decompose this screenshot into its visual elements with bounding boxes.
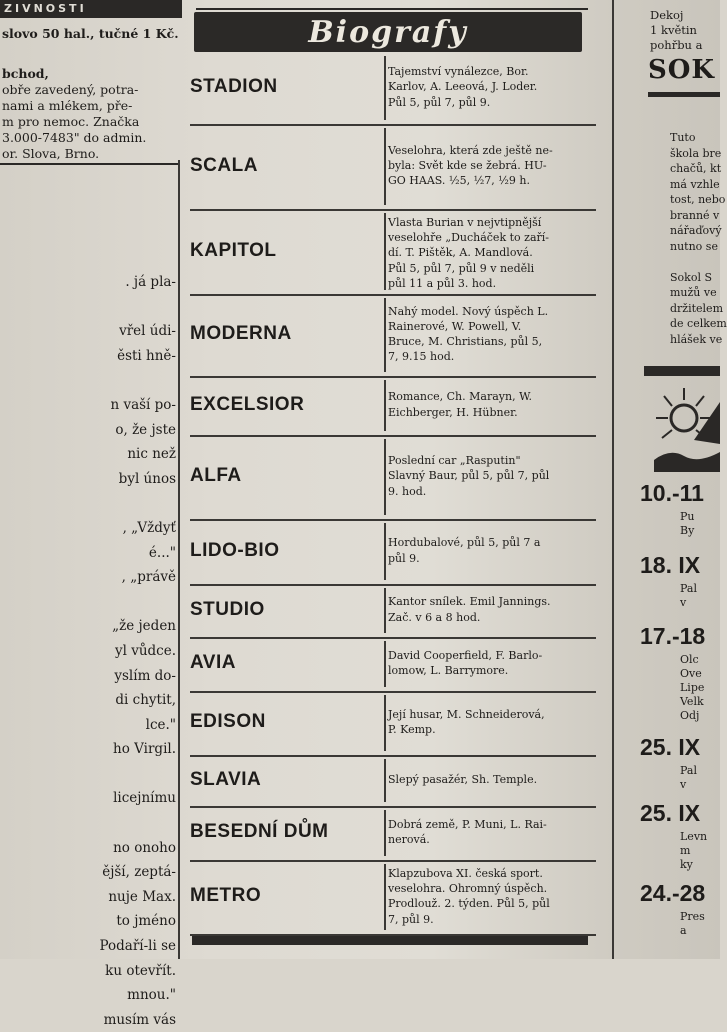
sokol-text	[670, 130, 727, 347]
film-info	[388, 389, 596, 419]
event-date: 10.-11	[640, 480, 704, 506]
story-line: lce."	[145, 716, 176, 733]
listing-divider	[384, 864, 386, 930]
event-detail-line: v	[680, 778, 687, 791]
story-line: no onoho	[113, 839, 176, 856]
vertical-rule	[178, 160, 180, 959]
sokol-text-line: Tuto	[670, 131, 696, 144]
cinema-name: STADION	[190, 76, 278, 97]
story-line: nic než	[127, 446, 176, 463]
sokol-text-line: hlášek ve	[670, 332, 723, 346]
listing-divider	[384, 213, 386, 290]
listing-divider	[384, 759, 386, 802]
sokol-text-line: mužů ve	[670, 286, 717, 299]
film-info-line: Poslední car „Rasputin"	[388, 454, 521, 468]
film-info-line: P. Kemp.	[388, 723, 436, 736]
sokol-text-line	[670, 254, 727, 270]
film-info-line: Karlov, A. Leeová, J. Loder.	[388, 80, 538, 94]
story-line	[2, 295, 178, 320]
story-line: to jméno	[116, 913, 176, 930]
ad-line: 3.000-7483" do admin.	[2, 130, 147, 145]
story-line: licejnímu	[113, 790, 176, 807]
listing-row	[188, 437, 596, 521]
cinema-name: BESEDNÍ DŮM	[190, 821, 329, 842]
notice-fragment	[650, 8, 702, 53]
story-line: yslím do-	[114, 667, 176, 684]
event-detail-line: Odj	[680, 709, 700, 722]
classified-ad	[2, 66, 174, 162]
story-line: , „Vždyť	[122, 519, 176, 536]
event-detail	[680, 510, 695, 538]
story-line: „že jeden	[112, 618, 176, 635]
listing-row	[188, 378, 596, 437]
film-info-line: veselohře „Ducháček to zaří-	[388, 231, 549, 245]
right-column	[626, 0, 727, 959]
heading-rule	[648, 92, 720, 97]
classifieds-banner: ZIVNOSTI	[0, 0, 182, 18]
film-info-line: Dobrá země, P. Muni, L. Rai-	[388, 817, 547, 831]
event-item	[640, 880, 720, 937]
cinema-name: SLAVIA	[190, 768, 262, 790]
story-line: ku otevřít.	[105, 962, 176, 979]
event-detail-line: Pal	[680, 582, 697, 595]
vertical-rule	[612, 0, 614, 959]
film-info-line: Vlasta Burian v nejvtipnější	[388, 216, 542, 229]
sokol-text-line: škola bre	[670, 146, 722, 160]
event-date: 25. IX	[640, 734, 701, 760]
story-line: ěsti hně-	[117, 347, 176, 364]
listing-divider	[384, 588, 386, 633]
listing-row	[188, 54, 596, 126]
event-detail-line: Lipe	[680, 681, 705, 694]
story-line: di chytit,	[115, 692, 176, 709]
film-info-line: Půl 5, půl 7, půl 9.	[388, 95, 491, 109]
film-info	[388, 594, 596, 624]
film-info-line: Rainerové, W. Powell, V.	[388, 319, 522, 333]
film-info-line: Půl 5, půl 7, půl 9 v neděli	[388, 261, 535, 275]
ad-line: obře zavedený, potra-	[2, 82, 139, 97]
film-info	[388, 772, 596, 787]
section-header	[194, 12, 582, 52]
film-info-line: Romance, Ch. Marayn, W.	[388, 390, 532, 404]
notice-line: pohřbu a	[650, 38, 703, 52]
notice-line: 1 květin	[650, 23, 697, 37]
cinema-name: ALFA	[190, 465, 242, 486]
listing-row	[188, 757, 596, 808]
sokol-heading: SOK	[648, 55, 716, 85]
story-line	[2, 491, 178, 516]
cinema-name: LIDO-BIO	[190, 539, 280, 561]
event-detail-line: Levn	[680, 830, 708, 843]
listing-divider	[384, 523, 386, 580]
section-title: Biografy	[308, 14, 468, 50]
story-line	[2, 368, 178, 393]
film-info-line: Slavný Baur, půl 5, půl 7, půl	[388, 469, 550, 483]
story-line: é..."	[148, 544, 176, 561]
film-info-line: Prodlouž. 2. týden. Půl 5, půl	[388, 897, 550, 911]
film-info-line: Kantor snílek. Emil Jannings.	[388, 595, 551, 609]
story-line: ější, zeptá-	[102, 864, 176, 881]
film-info-line: byla: Svět kde se žebrá. HU-	[388, 158, 547, 172]
event-item	[640, 734, 720, 791]
notice-line: Dekoj	[650, 8, 684, 22]
film-info-line: GO HAAS. ½5, ½7, ½9 h.	[388, 174, 530, 188]
film-info-line: 7, půl 9.	[388, 912, 434, 926]
event-detail	[680, 582, 697, 610]
cinema-name: EXCELSIOR	[190, 393, 305, 415]
cinema-name: MODERNA	[190, 323, 292, 344]
listing-divider	[384, 810, 386, 856]
story-line: Podaří-li se	[99, 938, 176, 955]
listing-row	[188, 296, 596, 378]
film-info-line: půl 11 a půl 3. hod.	[388, 276, 497, 290]
film-info-line: nerová.	[388, 833, 430, 846]
ad-line: m pro nemoc. Značka	[2, 114, 140, 129]
event-detail-line: By	[680, 524, 695, 537]
film-info	[388, 143, 596, 189]
cinema-listings-section	[188, 0, 596, 959]
event-detail-line: a	[680, 924, 687, 937]
film-info	[388, 304, 596, 365]
listing-row	[188, 639, 596, 693]
sokol-text-line: má vzhle	[670, 177, 720, 191]
sokol-text-line: tost, nebo	[670, 193, 726, 206]
sokol-text-line: nutno se	[670, 239, 718, 253]
story-line: musím vás	[103, 1011, 176, 1028]
film-info-line: Zač. v 6 a 8 hod.	[388, 610, 481, 624]
event-item	[640, 623, 720, 722]
story-line	[2, 811, 178, 836]
film-info	[388, 817, 596, 847]
event-detail	[680, 653, 704, 723]
story-line: ho Virgil.	[113, 741, 176, 758]
film-info-line: 9. hod.	[388, 484, 427, 498]
event-date: 18. IX	[640, 552, 701, 578]
film-info	[388, 535, 596, 565]
story-line: nuje Max.	[108, 888, 176, 905]
film-info	[388, 648, 596, 678]
event-detail-line: Olc	[680, 653, 699, 666]
sokol-text-line: Sokol S	[670, 270, 712, 284]
event-detail-line: m	[680, 844, 691, 857]
top-rule	[196, 0, 588, 10]
event-detail-line: Ove	[680, 667, 702, 680]
film-info	[388, 707, 596, 737]
sokol-text-line: nářaďový	[670, 224, 722, 237]
film-info	[388, 453, 596, 499]
story-fragment	[2, 270, 178, 1032]
film-info-line: David Cooperfield, F. Barlo-	[388, 648, 543, 662]
sokol-text-line: de celkem	[670, 317, 727, 330]
film-info-line: Její husar, M. Schneiderová,	[388, 707, 545, 721]
film-info-line: Klapzubova XI. česká sport.	[388, 867, 543, 880]
film-info-line: lomow, L. Barrymore.	[388, 664, 509, 677]
story-line	[2, 590, 178, 615]
film-info	[388, 215, 596, 291]
listing-divider	[384, 641, 386, 687]
listing-row	[188, 521, 596, 586]
event-date: 25. IX	[640, 800, 701, 826]
event-item	[640, 800, 720, 871]
event-detail-line: Pu	[680, 510, 695, 523]
film-info-line: Tajemství vynálezce, Bor.	[388, 65, 529, 79]
event-detail	[680, 764, 697, 792]
film-info-line: Hordubalové, půl 5, půl 7 a	[388, 536, 541, 550]
event-detail	[680, 910, 705, 938]
sokol-text-line: branné v	[670, 208, 720, 222]
film-info-line: 7, 9.15 hod.	[388, 350, 455, 364]
story-line: o, že jste	[115, 421, 176, 438]
listing-divider	[384, 695, 386, 751]
listing-divider	[384, 439, 386, 515]
ad-line: or. Slova, Brno.	[2, 146, 100, 161]
left-column	[0, 0, 179, 1028]
story-line: mnou."	[127, 987, 176, 1004]
film-info-line: Bruce, M. Christians, půl 5,	[388, 335, 543, 348]
story-line	[2, 762, 178, 787]
listing-row	[188, 126, 596, 211]
event-detail	[680, 830, 707, 872]
ad-line: bchod,	[2, 66, 49, 81]
event-detail-line: ky	[680, 858, 693, 871]
cinema-name: SCALA	[190, 154, 258, 176]
film-info	[388, 866, 596, 927]
event-item	[640, 480, 720, 537]
event-detail-line: Pres	[680, 910, 705, 923]
story-line: , „právě	[121, 569, 176, 586]
story-line: yl vůdce.	[114, 642, 176, 659]
story-line: . já pla-	[125, 274, 176, 290]
film-info-line: Eichberger, H. Hübner.	[388, 405, 518, 419]
story-line: byl únos	[118, 470, 176, 487]
cinema-name: METRO	[190, 885, 262, 906]
cinema-name: STUDIO	[190, 598, 265, 620]
listing-row	[188, 808, 596, 862]
listing-divider	[384, 380, 386, 431]
sokol-text-line: chačů, kt	[670, 162, 722, 175]
listing-divider	[384, 56, 386, 120]
film-info	[388, 64, 596, 110]
film-info-line: půl 9.	[388, 551, 420, 565]
listing-divider	[384, 298, 386, 372]
sokol-text-line: držitelem	[670, 301, 724, 315]
cinema-name: EDISON	[190, 711, 266, 732]
event-detail-line: Velk	[680, 695, 704, 708]
bottom-rule	[192, 936, 588, 945]
film-info-line: Nahý model. Nový úspěch L.	[388, 304, 549, 318]
column-divider	[0, 163, 178, 165]
event-detail-line: Pal	[680, 764, 697, 777]
ad-line: nami a mlékem, pře-	[2, 98, 133, 113]
event-detail-line: v	[680, 596, 687, 609]
classifieds-price: slovo 50 hal., tučné 1 Kč.	[2, 26, 179, 41]
film-info-line: veselohra. Ohromný úspěch.	[388, 882, 548, 896]
listing-divider	[384, 128, 386, 205]
event-date: 17.-18	[640, 623, 706, 649]
cinema-name: KAPITOL	[190, 239, 277, 261]
film-info-line: dí. T. Pištěk, A. Mandlová.	[388, 246, 533, 260]
cinema-name: AVIA	[190, 652, 236, 673]
sun-icon	[654, 382, 720, 472]
story-line: vřel údi-	[119, 323, 176, 340]
story-line: n vaší po-	[110, 396, 176, 413]
listing-row	[188, 862, 596, 936]
event-item	[640, 552, 720, 609]
listing-row	[188, 693, 596, 757]
listing-row	[188, 211, 596, 296]
film-info-line: Slepý pasažér, Sh. Temple.	[388, 772, 538, 786]
event-date: 24.-28	[640, 880, 706, 906]
film-info-line: Veselohra, která zde ještě ne-	[388, 143, 553, 157]
listing-row	[188, 586, 596, 639]
ad-bar	[644, 366, 720, 376]
